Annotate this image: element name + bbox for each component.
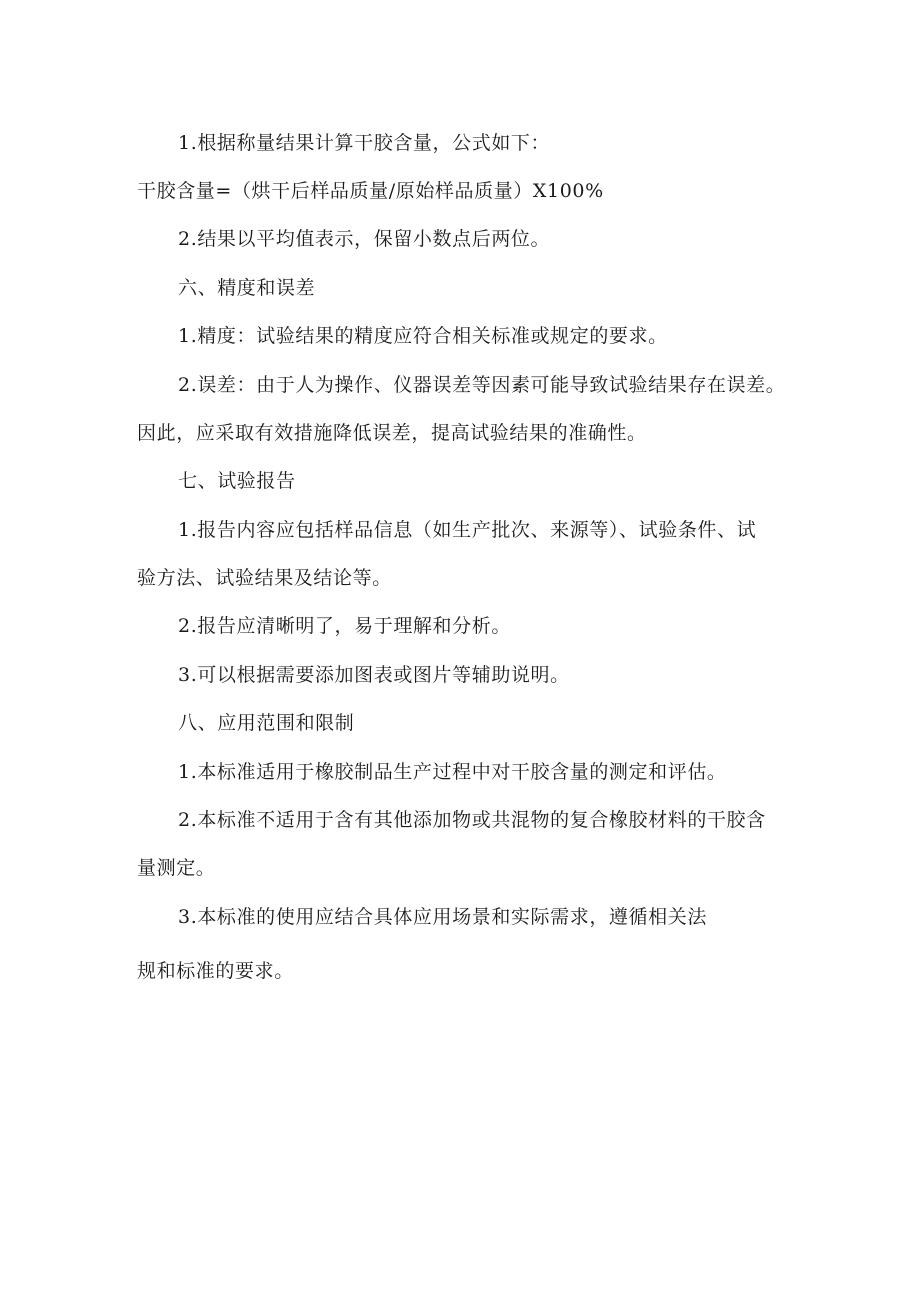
paragraph-line: 因此，应采取有效措施降低误差，提高试验结果的准确性。 — [137, 422, 647, 444]
formula-line: 干胶含量=（烘干后样品质量/原始样品质量）X100% — [137, 180, 604, 202]
section-heading: 六、精度和误差 — [178, 277, 316, 299]
paragraph-line: 3.本标准的使用应结合具体应用场景和实际需求，遵循相关法 — [178, 906, 707, 928]
paragraph-line: 1.根据称量结果计算干胶含量，公式如下： — [178, 132, 551, 154]
paragraph-line: 2.误差：由于人为操作、仪器误差等因素可能导致试验结果存在误差。 — [178, 374, 786, 396]
paragraph-line: 3.可以根据需要添加图表或图片等辅助说明。 — [178, 664, 570, 686]
section-heading: 八、应用范围和限制 — [178, 712, 355, 734]
paragraph-line: 2.结果以平均值表示，保留小数点后两位。 — [178, 228, 551, 250]
paragraph-line: 量测定。 — [137, 857, 216, 879]
paragraph-line: 1.报告内容应包括样品信息（如生产批次、来源等）、试验条件、试 — [178, 519, 757, 541]
paragraph-line: 规和标准的要求。 — [137, 960, 294, 982]
paragraph-line: 1.精度：试验结果的精度应符合相关标准或规定的要求。 — [178, 325, 668, 347]
section-heading: 七、试验报告 — [178, 470, 296, 492]
paragraph-line: 验方法、试验结果及结论等。 — [137, 567, 392, 589]
paragraph-line: 2.报告应清晰明了，易于理解和分析。 — [178, 615, 511, 637]
paragraph-line: 1.本标准适用于橡胶制品生产过程中对干胶含量的测定和评估。 — [178, 761, 727, 783]
paragraph-line: 2.本标准不适用于含有其他添加物或共混物的复合橡胶材料的干胶含 — [178, 809, 766, 831]
